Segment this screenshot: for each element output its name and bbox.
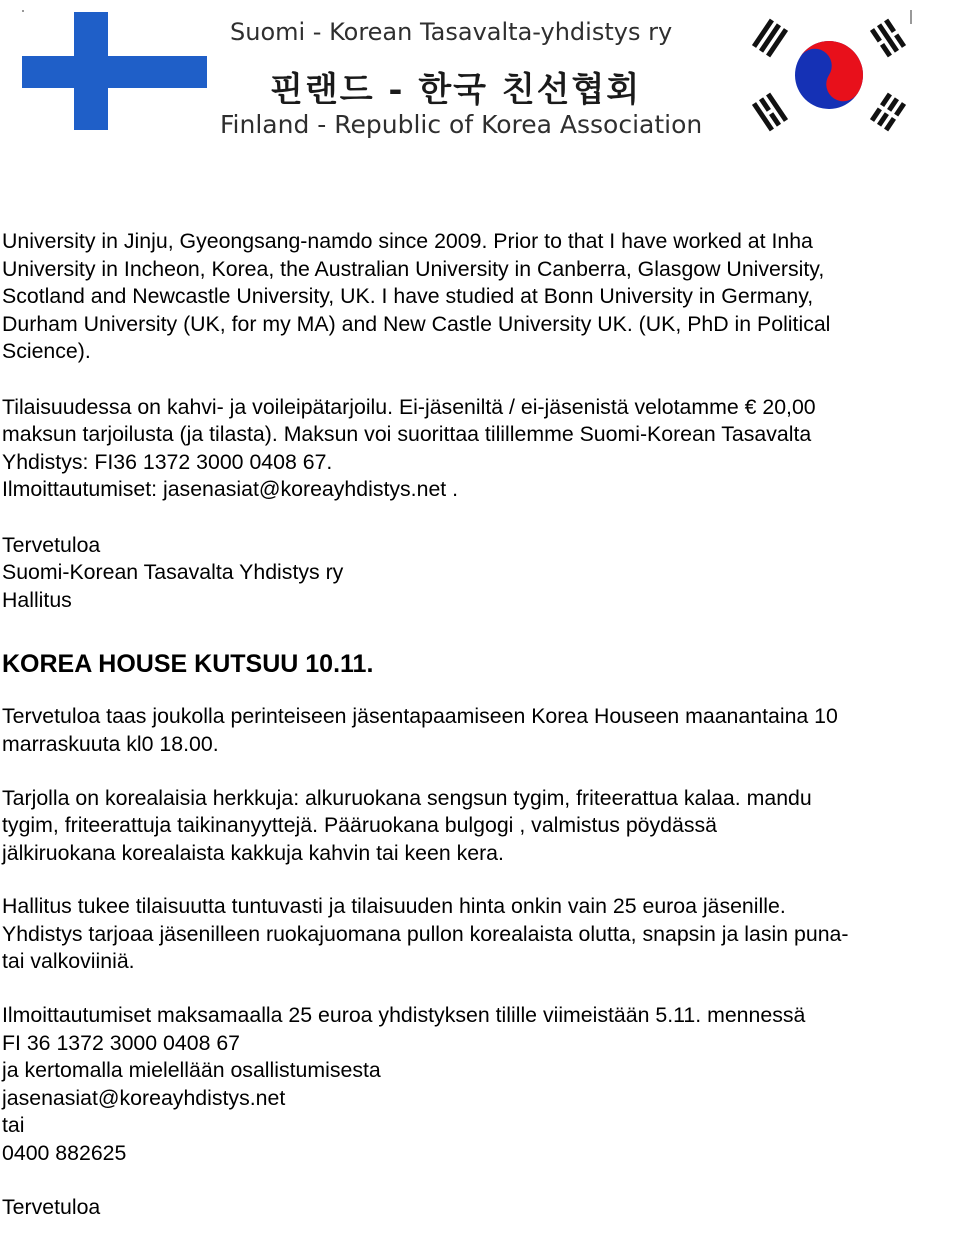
text-line: Scotland and Newcastle University, UK. I have studied at Bonn University in Germany,: [2, 284, 814, 309]
text-line: Tilaisuudessa on kahvi- ja voileipätarjoilu. Ei-jäseniltä / ei-jäsenistä velotamme € 20,00: [2, 394, 816, 419]
info-paragraph: [2, 394, 958, 504]
text-line: University in Jinju, Gyeongsang-namdo since 2009. Prior to that I have worked at Inha: [2, 229, 813, 253]
text-line: Tarjolla on korealaisia herkkuja: alkuruokana sengsun tygim, friteerattua kalaa. mandu: [2, 785, 812, 810]
closing-line: Tervetuloa: [2, 1194, 101, 1219]
text-line: Science).: [2, 339, 91, 364]
letter-body: [2, 228, 958, 1221]
paragraph-gap: [2, 1168, 958, 1194]
text-line: Tervetuloa taas joukolla perinteiseen jäsentapaamiseen Korea Houseen maanantaina 10: [2, 704, 838, 729]
text-line: jälkiruokana korealaista kakkuja kahvin tai keen kera.: [2, 840, 504, 865]
text-line: Yhdistys: FI36 1372 3000 0408 67.: [2, 449, 333, 474]
text-line: tai valkoviiniä.: [2, 949, 135, 974]
text-line: marraskuuta kl0 18.00.: [2, 731, 219, 756]
paragraph-gap: [2, 504, 958, 532]
text-line: Hallitus tukee tilaisuutta tuntuvasti ja tilaisuuden hinta onkin vain 25 euroa jäsenille.: [2, 894, 786, 919]
paragraph-gap: [2, 976, 958, 1002]
text-line: Tervetuloa: [2, 532, 101, 557]
bio-paragraph: [2, 228, 958, 366]
text-line: Durham University (UK, for my MA) and New Castle University UK. (UK, PhD in Political: [2, 311, 831, 336]
text-line: University in Incheon, Korea, the Australian University in Canberra, Glasgow University,: [2, 256, 825, 281]
banner-finnish-name: Suomi - Korean Tasavalta-yhdistys ry: [230, 18, 673, 46]
text-line: Yhdistys tarjoaa jäsenilleen ruokajuomana pullon korealaista olutta, snapsin ja lasin puna-: [2, 921, 849, 946]
text-line: Hallitus: [2, 587, 72, 612]
banner-english-name: Finland - Republic of Korea Association: [220, 110, 703, 139]
invite-paragraph: [2, 703, 958, 758]
menu-paragraph: [2, 785, 958, 868]
association-banner: [220, 10, 740, 150]
bank-account-line: FI 36 1372 3000 0408 67: [2, 1030, 241, 1055]
text-line: Ilmoittautumiset maksamaalla 25 euroa yhdistyksen tilille viimeistään 5.11. mennessä: [2, 1003, 806, 1028]
registration-paragraph: [2, 1002, 958, 1168]
finland-flag-icon: [22, 12, 207, 130]
phone-line: 0400 882625: [2, 1141, 127, 1166]
text-line: tai: [2, 1113, 25, 1138]
event-heading: KOREA HOUSE KUTSUU 10.11.: [2, 650, 374, 679]
greeting-paragraph: [2, 532, 958, 615]
south-korea-flag-icon: [742, 10, 917, 140]
banner-korean-name: 핀랜드 - 한국 친선협회: [270, 70, 642, 110]
text-line: maksun tarjoilusta (ja tilasta). Maksun voi suorittaa tilillemme Suomi-Korean Tasavalta: [2, 422, 812, 447]
paragraph-gap: [2, 759, 958, 785]
text-line: ja kertomalla mielellään osallistumisesta: [2, 1058, 381, 1083]
text-line: tygim, friteerattuja taikinanyyttejä. Pääruokana bulgogi , valmistus pöydässä: [2, 813, 718, 838]
email-line: jasenasiat@koreayhdistys.net: [2, 1085, 286, 1110]
paragraph-gap: [2, 366, 958, 394]
association-header: [0, 0, 960, 170]
price-paragraph: [2, 893, 958, 976]
registration-email-line: Ilmoittautumiset: jasenasiat@koreayhdistys.net .: [2, 477, 459, 502]
paragraph-gap: [2, 867, 958, 893]
text-line: Suomi-Korean Tasavalta Yhdistys ry: [2, 560, 344, 585]
